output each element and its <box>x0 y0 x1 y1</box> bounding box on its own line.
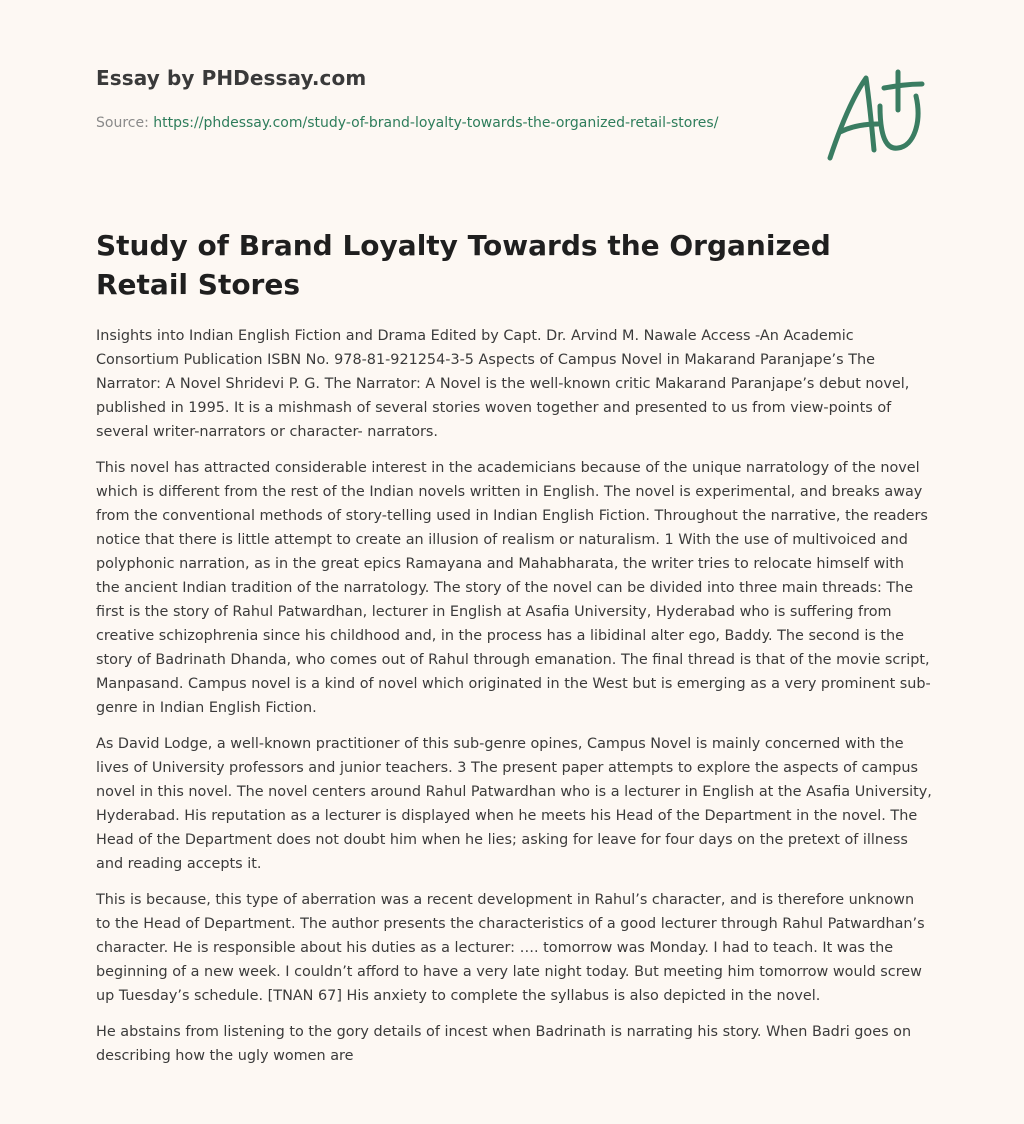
essay-body <box>96 324 932 1080</box>
source-label: Source: <box>96 115 149 131</box>
paragraph: He abstains from listening to the gory details of incest when Badrinath is narrating his story. When Badri goes on describing how the ugly women are <box>96 1024 912 1064</box>
paragraph: This is because, this type of aberration was a recent development in Rahul’s character, and is therefore unknown to the Head of Department. The author presents the characteristics of a good lecturer through Rahul Patwardhan’s character. He is responsible about his duties as a lecturer: …. tomorrow was Monday. I had to teach. It was the beginning of a new week. I couldn’t afford to have a very late night today. But meeting him tomorrow would screw up Tuesday’s schedule. [TNAN 67] His anxiety to complete the syllabus is also depicted in the novel. <box>96 892 925 1004</box>
paragraph: This novel has attracted considerable interest in the academicians because of the unique narratology of the novel which is different from the rest of the Indian novels written in English. The novel is experimental, and breaks away from the conventional methods of story-telling used in Indian English Fiction. Throughout the narrative, the readers notice that there is little attempt to create an illusion of realism or naturalism. 1 With the use of multivoiced and polyphonic narration, as in the great epics Ramayana and Mahabharata, the writer tries to relocate himself with the ancient Indian tradition of the narratology. The story of the novel can be divided into three main threads: The first is the story of Rahul Patwardhan, lecturer in English at Asafia University, Hyderabad who is suffering from creative schizophrenia since his childhood and, in the process has a libidinal alter ego, Baddy. The second is the story of Badrinath Dhanda, who comes out of Rahul through emanation. The final thread is that of the movie script, Manpasand. Campus novel is a kind of novel which originated in the West but is emerging as a very prominent sub-genre in Indian English Fiction. <box>96 460 931 716</box>
source-link[interactable]: https://phdessay.com/study-of-brand-loyalty-towards-the-organized-retail-stores/ <box>153 115 719 131</box>
site-title: Essay by PHDessay.com <box>96 66 367 90</box>
source-line <box>96 112 736 134</box>
paragraph: As David Lodge, a well-known practitioner of this sub-genre opines, Campus Novel is mainly concerned with the lives of University professors and junior teachers. 3 The present paper attempts to explore the aspects of campus novel in this novel. The novel centers around Rahul Patwardhan who is a lecturer in English at the Asafia University, Hyderabad. His reputation as a lecturer is displayed when he meets his Head of the Department in the novel. The Head of the Department does not doubt him when he lies; asking for leave for four days on the pretext of illness and reading accepts it. <box>96 736 932 872</box>
a-plus-logo-icon <box>822 66 932 166</box>
paragraph: Insights into Indian English Fiction and Drama Edited by Capt. Dr. Arvind M. Nawale Access -An Academic Consortium Publication ISBN No. 978-81-921254-3-5 Aspects of Campus Novel in Makarand Paranjape’s The Narrator: A Novel Shridevi P. G. The Narrator: A Novel is the well-known critic Makarand Paranjape’s debut novel, published in 1995. It is a mishmash of several stories woven together and presented to us from view-points of several writer-narrators or character- narrators. <box>96 328 910 440</box>
essay-title: Study of Brand Loyalty Towards the Organized Retail Stores <box>96 229 831 301</box>
